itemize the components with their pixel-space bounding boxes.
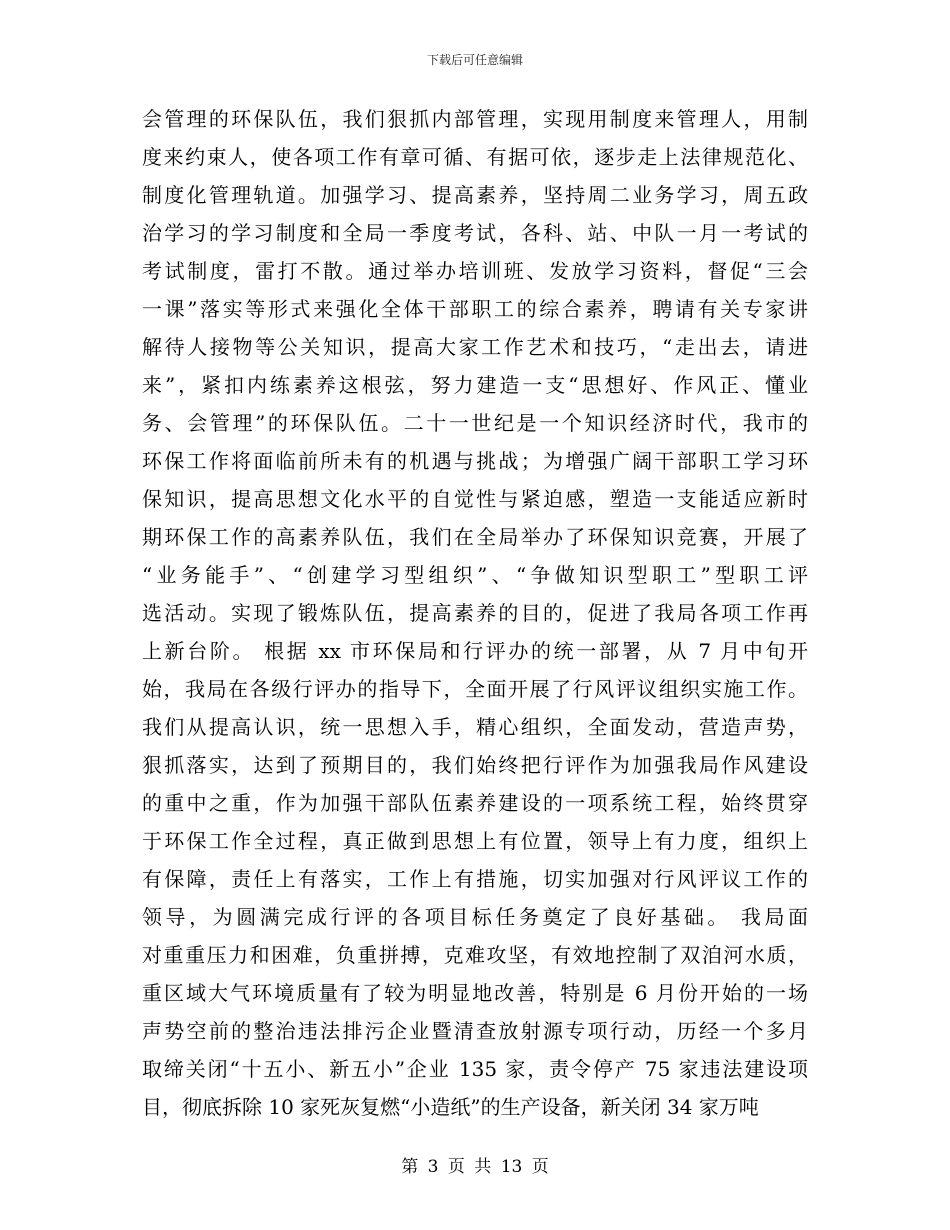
body-text-line: 会管理的环保队伍，我们狠抓内部管理，实现用制度来管理人，用制 [142, 107, 808, 131]
body-text-line: 的重中之重，作为加强干部队伍素养建设的一项系统工程，始终贯穿 [142, 791, 808, 815]
body-text-line: 我们从提高认识，统一思想入手，精心组织，全面发动，营造声势， [142, 715, 808, 739]
body-text-line: 对重重压力和困难，负重拼搏，克难攻坚，有效地控制了双洎河水质， [142, 943, 808, 967]
body-text-line: 制度化管理轨道。加强学习、提高素养，坚持周二业务学习，周五政 [142, 183, 808, 207]
document-body [142, 100, 808, 1126]
body-text-line: 于环保工作全过程，真正做到思想上有位置，领导上有力度，组织上 [142, 829, 808, 853]
body-text-line: 一课”落实等形式来强化全体干部职工的综合素养，聘请有关专家讲 [142, 297, 808, 321]
body-text-line: 重区域大气环境质量有了较为明显地改善，特别是 6 月份开始的一场 [142, 981, 808, 1005]
body-text-line: 环保工作将面临前所未有的机遇与挑战；为增强广阔干部职工学习环 [142, 449, 808, 473]
page-number: 第 3 页 共 13 页 [401, 1157, 549, 1177]
body-text-line: “业务能手”、“创建学习型组织”、“争做知识型职工”型职工评 [142, 563, 808, 587]
body-text-line: 来”，紧扣内练素养这根弦，努力建造一支“思想好、作风正、懂业 [142, 373, 808, 397]
body-text-line: 保知识，提高思想文化水平的自觉性与紧迫感，塑造一支能适应新时 [142, 487, 808, 511]
body-text-line: 狠抓落实，达到了预期目的，我们始终把行评作为加强我局作风建设 [142, 753, 808, 777]
body-text-line: 考试制度，雷打不散。通过举办培训班、发放学习资料，督促“三会 [142, 259, 808, 283]
body-text-line: 上新台阶。 根据 xx 市环保局和行评办的统一部署，从 7 月中旬开 [142, 639, 808, 663]
page-header-note: 下载后可任意编辑 [426, 53, 523, 67]
body-text-line: 取缔关闭“十五小、新五小”企业 135 家，责令停产 75 家违法建设项 [142, 1057, 808, 1081]
body-text-line: 选活动。实现了锻炼队伍，提高素养的目的，促进了我局各项工作再 [142, 601, 808, 625]
body-text-line: 期环保工作的高素养队伍，我们在全局举办了环保知识竞赛，开展了 [142, 525, 808, 549]
body-text-line: 治学习的学习制度和全局一季度考试，各科、站、中队一月一考试的 [142, 221, 808, 245]
body-text-line: 目，彻底拆除 10 家死灰复燃“小造纸”的生产设备，新关闭 34 家万吨 [142, 1095, 759, 1119]
body-text-line: 始，我局在各级行评办的指导下，全面开展了行风评议组织实施工作。 [142, 677, 808, 701]
body-text-line: 声势空前的整治违法排污企业暨清查放射源专项行动，历经一个多月 [142, 1019, 808, 1043]
body-text-line: 领导，为圆满完成行评的各项目标任务奠定了良好基础。 我局面 [142, 905, 808, 929]
body-text-line: 度来约束人，使各项工作有章可循、有据可依，逐步走上法律规范化、 [142, 145, 808, 169]
body-text-line: 解待人接物等公关知识，提高大家工作艺术和技巧，“走出去，请进 [142, 335, 808, 359]
body-text-line: 有保障，责任上有落实，工作上有措施，切实加强对行风评议工作的 [142, 867, 808, 891]
body-text-line: 务、会管理”的环保队伍。二十一世纪是一个知识经济时代，我市的 [142, 411, 808, 435]
